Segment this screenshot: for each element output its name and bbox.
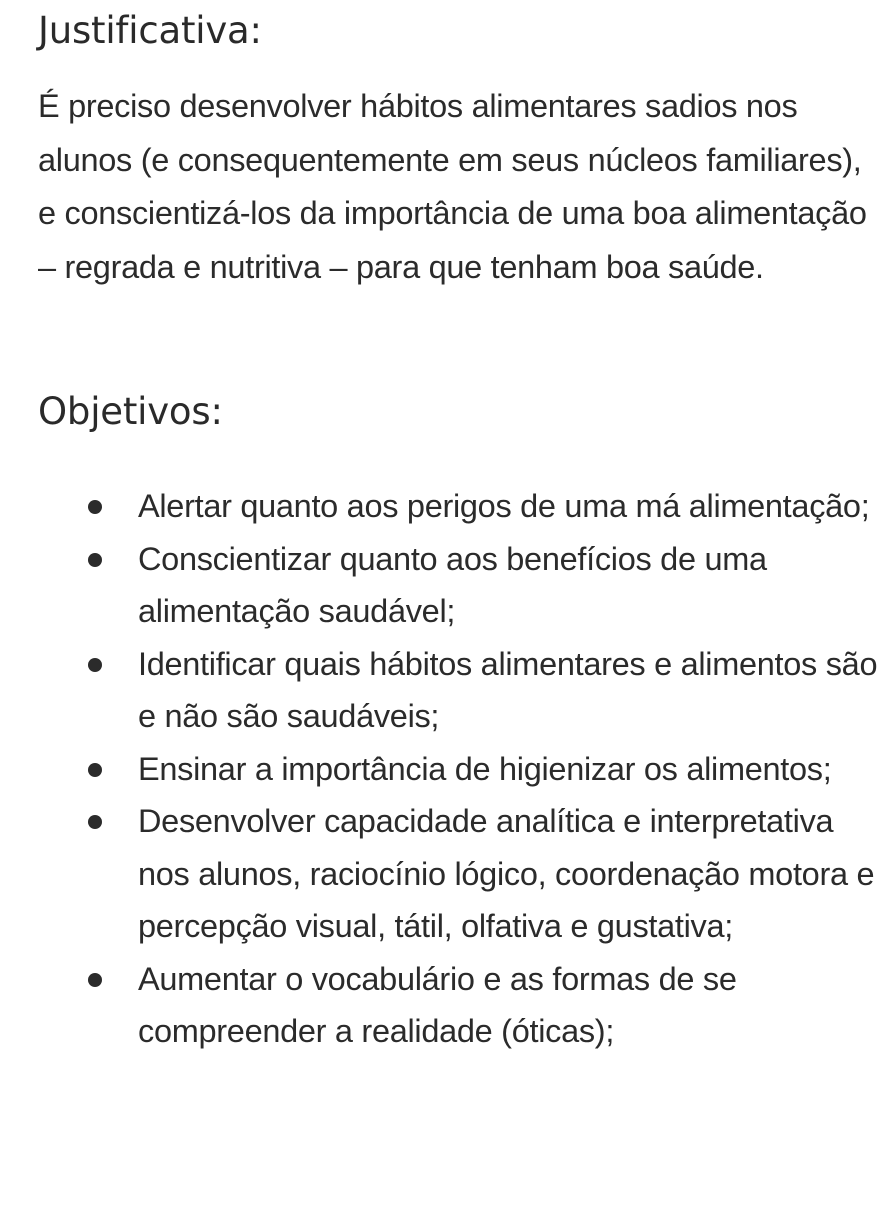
list-item-text: Aumentar o vocabulário e as formas de se compreender a realidade (óticas); <box>138 960 737 1049</box>
bullet-icon <box>88 973 102 987</box>
bullet-icon <box>88 553 102 567</box>
list-item <box>38 533 888 638</box>
list-item <box>38 638 888 743</box>
list-item <box>38 480 888 533</box>
bullet-icon <box>88 815 102 829</box>
list-item <box>38 953 888 1058</box>
objetivos-list <box>38 480 888 1058</box>
bullet-icon <box>88 500 102 514</box>
list-item <box>38 743 888 796</box>
bullet-icon <box>88 658 102 672</box>
list-item-text: Conscientizar quanto aos benefícios de uma alimentação saudável; <box>138 540 767 629</box>
list-item-text: Identificar quais hábitos alimentares e alimentos são e não são saudáveis; <box>138 645 878 734</box>
list-item-text: Desenvolver capacidade analítica e interpretativa nos alunos, raciocínio lógico, coordenação motora e percepção visual, tátil, olfativa e gustativa; <box>138 803 875 944</box>
justificativa-paragraph: É preciso desenvolver hábitos alimentares sadios nos alunos (e consequentemente em seus núcleos familiares), e conscientizá-los da importância de uma boa alimentação – regrada e nutritiva – para que tenham boa saúde. <box>38 88 867 285</box>
list-item-text: Ensinar a importância de higienizar os alimentos; <box>138 750 832 787</box>
justificativa-heading: Justificativa: <box>38 9 262 52</box>
objetivos-heading: Objetivos: <box>38 390 223 433</box>
list-item <box>38 795 888 953</box>
list-item-text: Alertar quanto aos perigos de uma má alimentação; <box>138 488 870 524</box>
bullet-icon <box>88 763 102 777</box>
